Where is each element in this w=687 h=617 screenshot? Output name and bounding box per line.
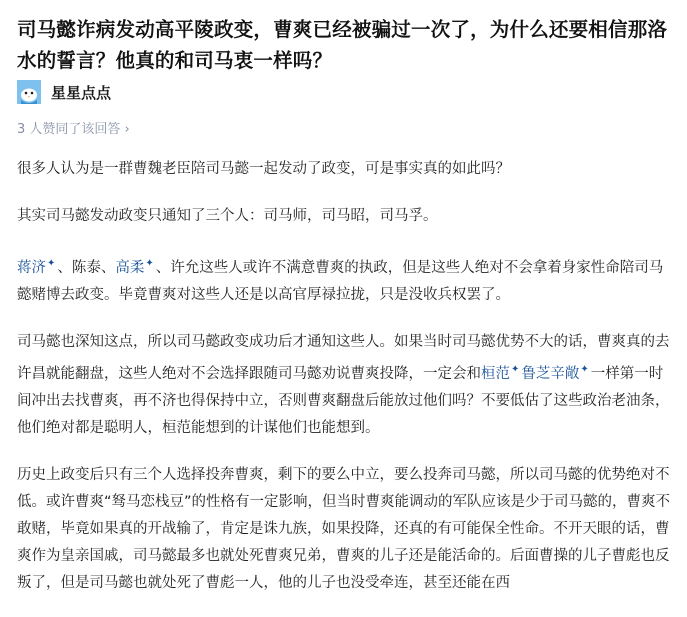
paragraph-5: 历史上政变后只有三个人选择投奔曹爽，剩下的要么中立，要么投奔司马懿，所以司马懿的优势绝对不低。或许曹爽“驽马恋栈豆”的性格有一定影响，但当时曹爽能调动的军队应该是少于司马懿的，曹爽不敢赌，毕竟如果真的开战输了，肯定是诛九族，如果投降，还真的有可能保全性命。不开天眼的话，曹爽作为皇亲国戚，司马懿最多也就处死曹爽兄弟，曹爽的儿子还是能活命的。后面曹操的儿子曹彪也反叛了，但是司马懿也就处死了曹彪一人，他的儿子也没受牵连，甚至还能在西 [17, 466, 671, 591]
sparkle-icon: ✦ [47, 258, 56, 269]
paragraph-4 [17, 329, 671, 442]
sparkle-icon: ✦ [580, 363, 589, 375]
keyword-link-luzhi-xinchang[interactable]: 鲁芝辛敞 [521, 365, 580, 382]
question-title[interactable]: 司马懿诈病发动高平陵政变，曹爽已经被骗过一次了，为什么还要相信那洛水的誓言？他真的和司马衷一样吗？ [17, 18, 668, 72]
author-avatar[interactable] [17, 80, 41, 104]
paragraph-1: 很多人认为是一群曹魏老臣陪司马懿一起发动了政变，可是事实真的如此吗？ [17, 161, 510, 177]
cartoon-bird-avatar-icon [17, 80, 41, 104]
paragraph-text: 司马懿也深知这点，所以司马懿政变成功后才通知这些人。如果当时司马懿优势不大的话，曹爽真的去许昌就能翻盘，这些人绝对不会选择跟随司马懿劝说曹爽投降，一定会和 [17, 333, 670, 382]
sparkle-icon: ✦ [145, 258, 154, 269]
paragraph-text: 、许允这些人或许不满意曹爽的执政，但是这些人绝对不会拿着身家性命陪司马懿赌博去政变。毕竟曹爽对这些人还是以高官厚禄拉拢，只是没收兵权罢了。 [17, 259, 664, 303]
paragraph-text: 、陈泰、 [57, 259, 116, 276]
keyword-link-jiangji[interactable]: 蒋济 [17, 259, 46, 276]
paragraph-2: 其实司马懿发动政变只通知了三个人：司马师，司马昭，司马孚。 [17, 208, 438, 224]
author-info [17, 79, 111, 105]
paragraph-text: 一样第一时间冲出去找曹爽，再不济也得保持中立，否则曹爽翻盘后能放过他们吗？不要低估了这些政治老油条，他们绝对都是聪明人，桓范能想到的计谋他们也能想到。 [17, 365, 670, 436]
answer-content [17, 156, 671, 617]
sparkle-icon: ✦ [511, 363, 520, 375]
author-name[interactable]: 星星点点 [51, 83, 112, 102]
keyword-link-gaorou[interactable]: 高柔 [115, 259, 145, 276]
paragraph-3 [17, 250, 671, 309]
upvote-count-link[interactable]: 3 人赞同了该回答 › [17, 122, 130, 137]
keyword-link-huanfan[interactable]: 桓范 [481, 365, 510, 382]
